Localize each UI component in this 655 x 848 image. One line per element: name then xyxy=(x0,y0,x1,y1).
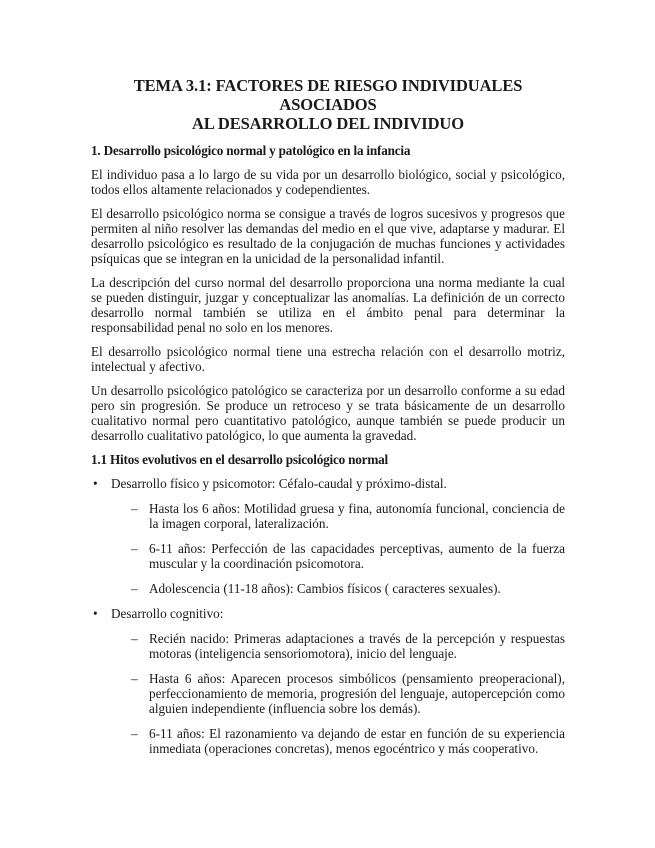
document-page xyxy=(91,76,565,766)
sublist-item xyxy=(111,581,565,596)
dash-icon: – xyxy=(131,541,138,556)
bullet-icon: • xyxy=(93,476,98,491)
paragraph: El individuo pasa a lo largo de su vida por un desarrollo biológico, social y psicológico, todos ellos altamente relacionados y codependientes. xyxy=(91,167,565,197)
document-title xyxy=(91,76,565,133)
sublist-item-text: 6-11 años: El razonamiento va dejando de estar en función de su experiencia inmediata (operaciones concretas), menos egocéntrico y más cooperativo. xyxy=(149,726,565,756)
bullet-icon: • xyxy=(93,606,98,621)
list-item xyxy=(91,476,565,596)
sublist-item-text: Recién nacido: Primeras adaptaciones a través de la percepción y respuestas motoras (inteligencia sensoriomotora), inicio del lenguaje. xyxy=(149,631,565,661)
paragraph: Un desarrollo psicológico patológico se caracteriza por un desarrollo conforme a su edad pero sin progresión. Se produce un retroceso y se trata básicamente de un desarrollo cualitativo normal pero cuantitativo patológico, aunque también se puede producir un desarrollo cualitativo patológico, lo que aumenta la gravedad. xyxy=(91,383,565,443)
list-item-label: Desarrollo cognitivo: xyxy=(111,606,224,621)
sublist-item xyxy=(111,501,565,531)
sublist-item-text: Hasta los 6 años: Motilidad gruesa y fina, autonomía funcional, conciencia de la imagen corporal, lateralización. xyxy=(149,501,565,531)
milestones-list xyxy=(91,476,565,756)
dash-icon: – xyxy=(131,501,138,516)
list-item xyxy=(91,606,565,756)
sublist-item xyxy=(111,541,565,571)
paragraph: El desarrollo psicológico normal tiene una estrecha relación con el desarrollo motriz, intelectual y afectivo. xyxy=(91,344,565,374)
sublist xyxy=(111,501,565,596)
dash-icon: – xyxy=(131,671,138,686)
section-heading: 1. Desarrollo psicológico normal y patológico en la infancia xyxy=(91,143,411,158)
paragraph: El desarrollo psicológico norma se consigue a través de logros sucesivos y progresos que permiten al niño resolver las demandas del medio en el que vive, adaptarse y madurar. El desarrollo psicológico es resultado de la conjugación de muchas funciones y actividades psíquicas que se integran en la unicidad de la personalidad infantil. xyxy=(91,206,565,266)
title-line-2: AL DESARROLLO DEL INDIVIDUO xyxy=(192,114,464,133)
sublist-item-text: Hasta 6 años: Aparecen procesos simbólicos (pensamiento preoperacional), perfeccionamiento de memoria, progresión del lenguaje, autopercepción como alguien independiente (influencia sobre los demás). xyxy=(149,671,565,716)
sublist-item-text: Adolescencia (11-18 años): Cambios físicos ( caracteres sexuales). xyxy=(149,581,501,596)
paragraph: La descripción del curso normal del desarrollo proporciona una norma mediante la cual se pueden distinguir, juzgar y conceptualizar las anomalías. La definición de un correcto desarrollo normal también se utiliza en el ámbito penal para determinar la responsabilidad penal no solo en los menores. xyxy=(91,275,565,335)
sublist-item-text: 6-11 años: Perfección de las capacidades perceptivas, aumento de la fuerza muscular y la coordinación psicomotora. xyxy=(149,541,565,571)
sublist xyxy=(111,631,565,756)
sublist-item xyxy=(111,671,565,716)
dash-icon: – xyxy=(131,631,138,646)
sublist-item xyxy=(111,631,565,661)
sublist-item xyxy=(111,726,565,756)
title-line-1: TEMA 3.1: FACTORES DE RIESGO INDIVIDUALES ASOCIADOS xyxy=(133,76,523,114)
subsection-heading: 1.1 Hitos evolutivos en el desarrollo psicológico normal xyxy=(91,452,388,467)
list-item-label: Desarrollo físico y psicomotor: Céfalo-caudal y próximo-distal. xyxy=(111,476,447,491)
dash-icon: – xyxy=(131,581,138,596)
dash-icon: – xyxy=(131,726,138,741)
